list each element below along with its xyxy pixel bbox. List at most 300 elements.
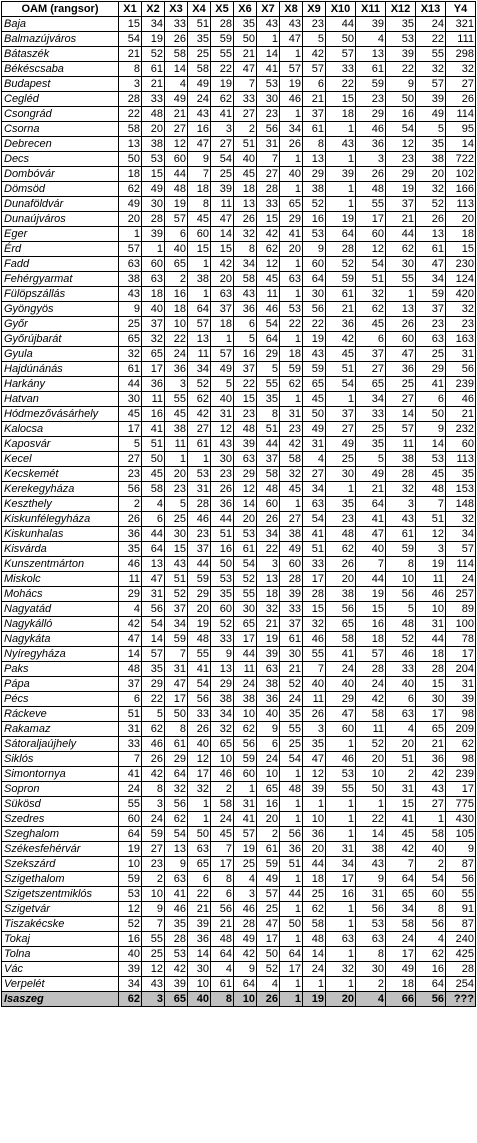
rank-cell: 26: [257, 992, 280, 1007]
city-name-cell: Szedres: [2, 812, 119, 827]
rank-cell: 36: [356, 137, 386, 152]
rank-cell: 13: [257, 572, 280, 587]
rank-cell: 1: [188, 812, 211, 827]
rank-cell: 209: [446, 722, 476, 737]
rank-cell: 15: [326, 92, 356, 107]
rank-cell: 50: [386, 92, 416, 107]
rank-cell: 54: [257, 317, 280, 332]
rank-cell: 1: [326, 947, 356, 962]
rank-cell: 56: [211, 902, 234, 917]
rank-cell: 32: [119, 347, 142, 362]
rank-cell: 43: [416, 782, 446, 797]
rank-cell: 56: [303, 302, 326, 317]
rank-cell: 25: [280, 737, 303, 752]
rank-cell: 65: [142, 347, 165, 362]
rank-cell: 9: [257, 722, 280, 737]
rank-cell: 23: [142, 857, 165, 872]
rank-cell: 10: [257, 767, 280, 782]
rank-cell: 60: [234, 767, 257, 782]
rank-cell: 43: [326, 137, 356, 152]
rank-cell: 62: [234, 722, 257, 737]
rank-cell: 21: [446, 407, 476, 422]
table-row: [2, 602, 476, 617]
rank-cell: 33: [165, 17, 188, 32]
rank-cell: 48: [142, 107, 165, 122]
rank-cell: 33: [211, 632, 234, 647]
rank-cell: 37: [356, 347, 386, 362]
rank-cell: 32: [416, 62, 446, 77]
rank-cell: 28: [165, 932, 188, 947]
rank-cell: 4: [165, 77, 188, 92]
rank-cell: 49: [234, 932, 257, 947]
rank-cell: 24: [211, 812, 234, 827]
rank-cell: 13: [165, 842, 188, 857]
rank-cell: 18: [211, 317, 234, 332]
rank-cell: 58: [326, 632, 356, 647]
rank-cell: 23: [280, 422, 303, 437]
rank-cell: 16: [416, 962, 446, 977]
rank-cell: 40: [303, 677, 326, 692]
rank-cell: 24: [257, 752, 280, 767]
table-row: [2, 242, 476, 257]
rank-cell: 35: [446, 467, 476, 482]
city-name-cell: Kiskunfélegyháza: [2, 512, 119, 527]
rank-cell: 22: [326, 77, 356, 92]
rank-cell: 1: [356, 797, 386, 812]
rank-cell: 37: [211, 302, 234, 317]
rank-cell: 25: [257, 902, 280, 917]
rank-cell: 30: [142, 197, 165, 212]
rank-cell: 63: [234, 452, 257, 467]
rank-cell: 46: [257, 302, 280, 317]
city-name-cell: Nyíregyháza: [2, 647, 119, 662]
rank-cell: 60: [386, 332, 416, 347]
rank-cell: 20: [142, 122, 165, 137]
rank-cell: 21: [165, 107, 188, 122]
rank-cell: 14: [356, 827, 386, 842]
rank-cell: 16: [234, 347, 257, 362]
rank-cell: 32: [165, 782, 188, 797]
rank-cell: 26: [326, 557, 356, 572]
rank-cell: 44: [303, 857, 326, 872]
rank-cell: 47: [142, 572, 165, 587]
rank-cell: 9: [211, 647, 234, 662]
rank-cell: 4: [257, 977, 280, 992]
rank-cell: 21: [188, 902, 211, 917]
rank-cell: 40: [188, 737, 211, 752]
rank-cell: 50: [142, 452, 165, 467]
city-name-cell: Tolna: [2, 947, 119, 962]
rank-cell: 33: [386, 662, 416, 677]
rank-cell: 16: [326, 887, 356, 902]
rank-cell: 1: [280, 497, 303, 512]
rank-cell: 28: [326, 242, 356, 257]
rank-cell: 43: [119, 287, 142, 302]
rank-cell: 24: [119, 782, 142, 797]
rank-cell: 12: [416, 527, 446, 542]
rank-cell: 14: [165, 62, 188, 77]
rank-cell: 54: [416, 872, 446, 887]
rank-cell: 53: [234, 527, 257, 542]
rank-cell: 37: [165, 602, 188, 617]
table-row: [2, 932, 476, 947]
rank-cell: 23: [257, 107, 280, 122]
rank-cell: 37: [326, 407, 356, 422]
rank-cell: 65: [165, 257, 188, 272]
rank-cell: 61: [165, 737, 188, 752]
rank-cell: 47: [188, 137, 211, 152]
rank-cell: 17: [142, 362, 165, 377]
rank-cell: 33: [119, 737, 142, 752]
rank-cell: 420: [446, 287, 476, 302]
city-name-cell: Szigethalom: [2, 872, 119, 887]
rank-cell: 1: [280, 872, 303, 887]
rank-cell: 23: [303, 17, 326, 32]
rank-cell: 1: [326, 482, 356, 497]
table-row: [2, 62, 476, 77]
rank-cell: 13: [211, 662, 234, 677]
rank-cell: 31: [165, 662, 188, 677]
city-name-cell: Mohács: [2, 587, 119, 602]
rank-cell: 34: [416, 272, 446, 287]
rank-cell: 47: [356, 527, 386, 542]
city-name-cell: Nagyatád: [2, 602, 119, 617]
rank-cell: 49: [386, 962, 416, 977]
rank-cell: 52: [416, 197, 446, 212]
rank-cell: 22: [234, 377, 257, 392]
rank-cell: 54: [326, 377, 356, 392]
header-x5: X5: [211, 2, 234, 17]
rank-cell: 19: [142, 32, 165, 47]
rank-cell: 46: [165, 902, 188, 917]
rank-cell: 32: [446, 302, 476, 317]
rank-cell: 62: [119, 182, 142, 197]
rank-cell: 1: [280, 392, 303, 407]
rank-cell: 21: [386, 212, 416, 227]
rank-cell: 46: [356, 122, 386, 137]
rank-cell: 39: [356, 17, 386, 32]
rank-cell: 1: [416, 812, 446, 827]
rank-cell: 39: [257, 647, 280, 662]
rank-cell: 31: [356, 887, 386, 902]
rank-cell: 30: [119, 392, 142, 407]
rank-cell: 60: [416, 887, 446, 902]
rank-cell: 48: [188, 632, 211, 647]
rank-cell: 57: [356, 647, 386, 662]
rank-cell: 65: [326, 617, 356, 632]
city-name-cell: Vác: [2, 962, 119, 977]
rank-cell: 48: [165, 182, 188, 197]
rank-cell: 22: [303, 317, 326, 332]
rank-cell: 55: [165, 392, 188, 407]
rank-cell: 43: [356, 857, 386, 872]
rank-cell: 10: [416, 602, 446, 617]
rank-cell: 48: [280, 782, 303, 797]
rank-cell: 62: [303, 902, 326, 917]
rank-cell: 43: [280, 17, 303, 32]
city-name-cell: Eger: [2, 227, 119, 242]
rank-cell: 52: [386, 632, 416, 647]
rank-cell: 20: [416, 167, 446, 182]
rank-cell: 24: [280, 692, 303, 707]
rank-cell: 7: [211, 842, 234, 857]
table-row: [2, 302, 476, 317]
rank-cell: 23: [356, 92, 386, 107]
rank-cell: 49: [303, 422, 326, 437]
rank-cell: 47: [257, 917, 280, 932]
table-row: [2, 992, 476, 1007]
rank-cell: 41: [386, 812, 416, 827]
rank-cell: 32: [280, 467, 303, 482]
city-name-cell: Dombóvár: [2, 167, 119, 182]
rank-cell: 1: [326, 197, 356, 212]
rank-cell: 14: [446, 137, 476, 152]
rank-cell: 49: [119, 197, 142, 212]
rank-cell: 58: [165, 47, 188, 62]
rank-cell: 34: [257, 527, 280, 542]
rank-cell: 51: [280, 857, 303, 872]
rank-cell: 54: [303, 512, 326, 527]
rank-cell: 18: [142, 287, 165, 302]
rank-cell: 8: [119, 62, 142, 77]
header-x12: X12: [386, 2, 416, 17]
rank-cell: 13: [303, 152, 326, 167]
rank-cell: 26: [280, 137, 303, 152]
rank-cell: 46: [142, 737, 165, 752]
rank-cell: 41: [188, 662, 211, 677]
rank-cell: 4: [211, 962, 234, 977]
rank-cell: 30: [188, 962, 211, 977]
rank-cell: 39: [211, 182, 234, 197]
rank-cell: 19: [326, 212, 356, 227]
rank-cell: 51: [326, 362, 356, 377]
rank-cell: 7: [234, 77, 257, 92]
table-row: [2, 167, 476, 182]
rank-cell: 5: [416, 122, 446, 137]
rank-cell: 57: [303, 62, 326, 77]
rank-cell: 27: [165, 122, 188, 137]
city-name-cell: Sopron: [2, 782, 119, 797]
rank-cell: 28: [257, 182, 280, 197]
rank-cell: 26: [234, 212, 257, 227]
rank-cell: 56: [416, 917, 446, 932]
rank-cell: 60: [188, 227, 211, 242]
rank-cell: 3: [142, 797, 165, 812]
rank-cell: 50: [119, 152, 142, 167]
rank-cell: 59: [257, 857, 280, 872]
rank-cell: 46: [386, 647, 416, 662]
rank-cell: 31: [119, 722, 142, 737]
rank-cell: 57: [142, 647, 165, 662]
rank-cell: 1: [280, 797, 303, 812]
rank-cell: 48: [234, 422, 257, 437]
rank-cell: 56: [446, 362, 476, 377]
rank-cell: 60: [446, 437, 476, 452]
rank-cell: 20: [303, 842, 326, 857]
rank-cell: 50: [303, 407, 326, 422]
table-row: [2, 722, 476, 737]
rank-cell: 24: [416, 17, 446, 32]
table-row: [2, 377, 476, 392]
rank-cell: 41: [280, 227, 303, 242]
rank-cell: 15: [356, 602, 386, 617]
city-name-cell: Hajdúnánás: [2, 362, 119, 377]
table-row: [2, 857, 476, 872]
rank-cell: 62: [119, 992, 142, 1007]
rank-cell: 45: [234, 167, 257, 182]
city-name-cell: Balmazújváros: [2, 32, 119, 47]
rank-cell: 7: [188, 167, 211, 182]
rank-cell: 29: [211, 677, 234, 692]
rank-cell: 14: [142, 632, 165, 647]
rank-cell: 46: [188, 512, 211, 527]
rank-cell: 1: [280, 257, 303, 272]
rank-cell: 63: [257, 662, 280, 677]
rank-cell: 12: [119, 902, 142, 917]
rank-cell: 55: [326, 782, 356, 797]
table-row: [2, 152, 476, 167]
rank-cell: 66: [386, 992, 416, 1007]
city-name-cell: Szigetszentmiklós: [2, 887, 119, 902]
table-row: [2, 962, 476, 977]
rank-cell: 35: [356, 437, 386, 452]
rank-cell: 24: [142, 812, 165, 827]
rank-cell: 26: [165, 32, 188, 47]
rank-cell: 63: [326, 932, 356, 947]
rank-cell: 12: [303, 767, 326, 782]
rank-cell: 65: [280, 197, 303, 212]
rank-cell: 53: [280, 302, 303, 317]
rank-cell: 30: [257, 92, 280, 107]
rank-cell: 49: [356, 467, 386, 482]
rank-cell: 62: [165, 812, 188, 827]
rank-cell: 26: [257, 512, 280, 527]
rank-cell: 8: [234, 242, 257, 257]
rank-cell: 36: [211, 497, 234, 512]
rank-cell: 13: [142, 557, 165, 572]
rank-cell: 1: [234, 782, 257, 797]
rank-cell: 59: [416, 287, 446, 302]
rank-cell: 12: [211, 422, 234, 437]
rank-cell: 19: [303, 332, 326, 347]
rank-cell: ???: [446, 992, 476, 1007]
rank-cell: 46: [303, 632, 326, 647]
rank-cell: 48: [303, 932, 326, 947]
rank-cell: 61: [234, 542, 257, 557]
rank-cell: 30: [326, 467, 356, 482]
rank-cell: 35: [142, 662, 165, 677]
rank-cell: 10: [303, 812, 326, 827]
rank-cell: 3: [142, 992, 165, 1007]
rank-cell: 31: [188, 482, 211, 497]
rank-cell: 32: [386, 482, 416, 497]
rank-cell: 22: [257, 542, 280, 557]
rank-cell: 62: [280, 377, 303, 392]
rank-cell: 9: [142, 902, 165, 917]
city-name-cell: Kaposvár: [2, 437, 119, 452]
rank-cell: 124: [446, 272, 476, 287]
rank-cell: 54: [165, 827, 188, 842]
rank-cell: 22: [416, 32, 446, 47]
rank-cell: 16: [257, 797, 280, 812]
rank-cell: 65: [416, 722, 446, 737]
rank-cell: 2: [257, 827, 280, 842]
rank-cell: 40: [280, 167, 303, 182]
rank-cell: 35: [119, 542, 142, 557]
rank-cell: 23: [119, 467, 142, 482]
rank-cell: 35: [211, 587, 234, 602]
table-body: [2, 17, 476, 1007]
rank-cell: 46: [416, 587, 446, 602]
rank-cell: 51: [386, 752, 416, 767]
city-name-cell: Fehérgyarmat: [2, 272, 119, 287]
city-name-cell: Kalocsa: [2, 422, 119, 437]
table-row: [2, 482, 476, 497]
rank-cell: 37: [303, 107, 326, 122]
rank-cell: 39: [303, 782, 326, 797]
rank-cell: 54: [142, 617, 165, 632]
city-name-cell: Bátaszék: [2, 47, 119, 62]
rank-cell: 39: [165, 977, 188, 992]
rank-cell: 39: [416, 92, 446, 107]
table-row: [2, 662, 476, 677]
table-row: [2, 287, 476, 302]
rank-cell: 48: [119, 662, 142, 677]
city-name-cell: Kerekegyháza: [2, 482, 119, 497]
rank-cell: 26: [303, 707, 326, 722]
rank-cell: 38: [386, 452, 416, 467]
rank-cell: 9: [188, 152, 211, 167]
rank-cell: 113: [446, 197, 476, 212]
rank-cell: 27: [188, 422, 211, 437]
rank-cell: 14: [303, 947, 326, 962]
rank-cell: 15: [119, 17, 142, 32]
rank-cell: 19: [416, 557, 446, 572]
rank-cell: 15: [142, 167, 165, 182]
rank-cell: 24: [446, 572, 476, 587]
rank-cell: 43: [165, 557, 188, 572]
rank-cell: 113: [446, 452, 476, 467]
table-row: [2, 47, 476, 62]
rank-cell: 14: [234, 497, 257, 512]
table-row: [2, 227, 476, 242]
table-row: [2, 32, 476, 47]
rank-cell: 1: [326, 737, 356, 752]
rank-cell: 63: [356, 932, 386, 947]
rank-cell: 44: [165, 167, 188, 182]
rank-cell: 62: [416, 947, 446, 962]
rank-cell: 5: [119, 437, 142, 452]
rank-cell: 8: [188, 197, 211, 212]
rank-cell: 1: [326, 797, 356, 812]
table-row: [2, 737, 476, 752]
rank-cell: 36: [386, 362, 416, 377]
rank-cell: 42: [211, 257, 234, 272]
rank-cell: 232: [446, 422, 476, 437]
rank-cell: 32: [188, 782, 211, 797]
rank-cell: 56: [165, 797, 188, 812]
rank-cell: 11: [188, 347, 211, 362]
city-name-cell: Gyöngyös: [2, 302, 119, 317]
rank-cell: 37: [188, 542, 211, 557]
table-row: [2, 872, 476, 887]
rank-cell: 34: [234, 257, 257, 272]
rank-cell: 54: [188, 677, 211, 692]
rank-cell: 3: [119, 77, 142, 92]
rank-cell: 41: [257, 62, 280, 77]
rank-cell: 32: [142, 332, 165, 347]
rank-cell: 16: [356, 617, 386, 632]
